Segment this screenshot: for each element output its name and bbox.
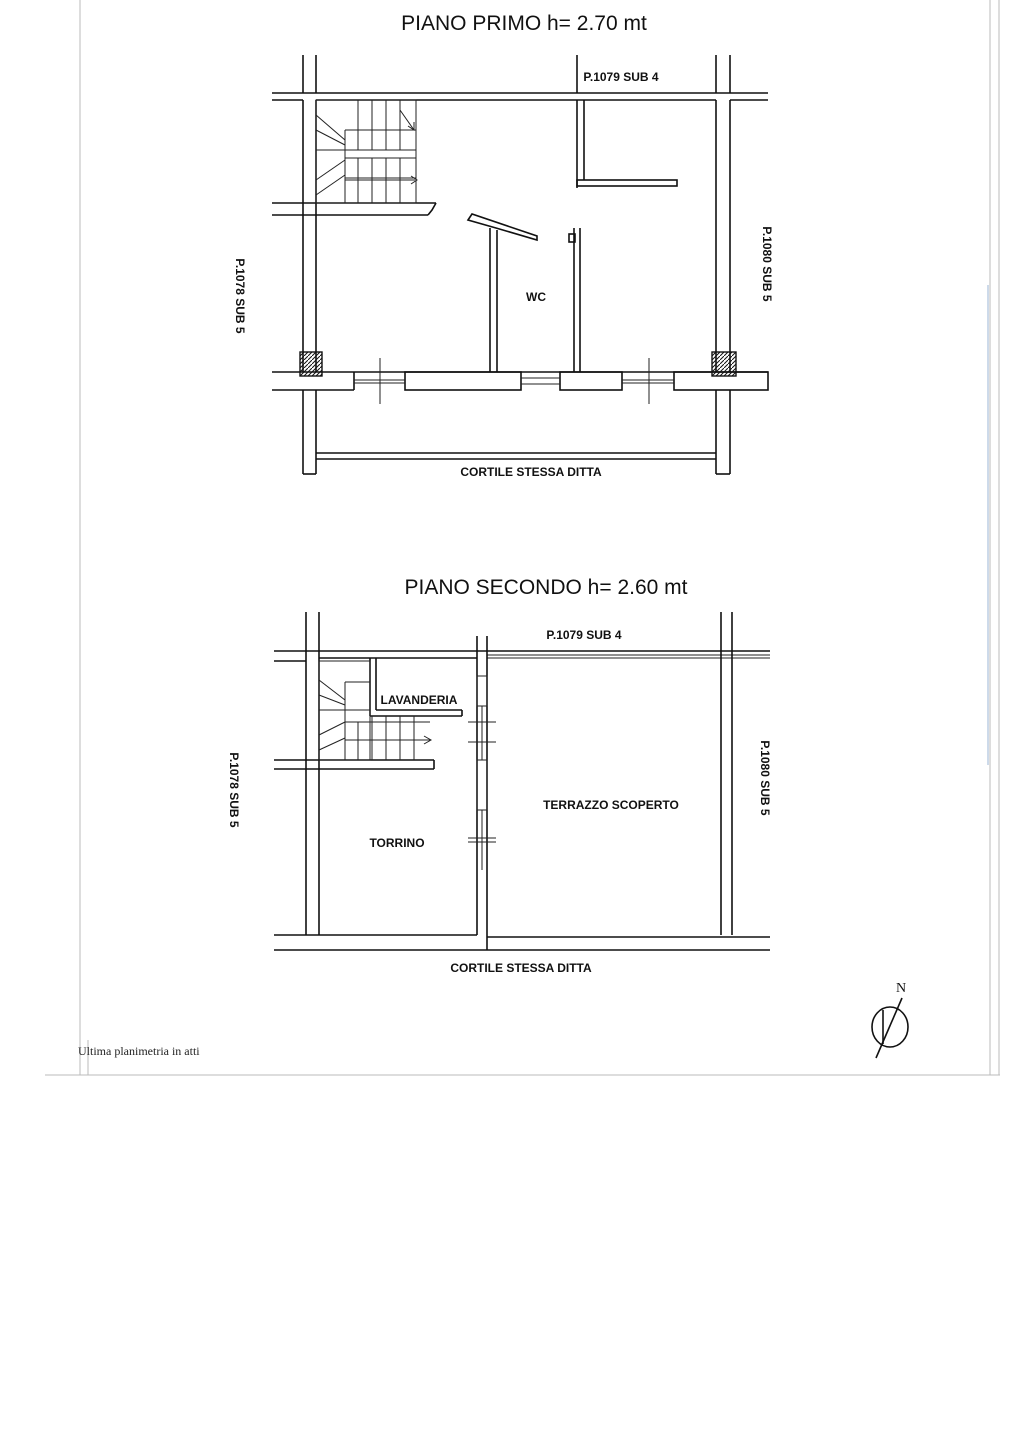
floor2-room-laundry: LAVANDERIA	[380, 693, 458, 707]
floor1-east-neighbor: P.1080 SUB 5	[760, 226, 774, 302]
floor1-title: PIANO PRIMO h= 2.70 mt	[401, 12, 647, 35]
floor2-title: PIANO SECONDO h= 2.60 mt	[404, 576, 688, 599]
floor2-north-neighbor: P.1079 SUB 4	[546, 628, 622, 642]
floor1-room-wc: WC	[526, 290, 546, 304]
floor1-walls	[272, 55, 768, 474]
floor1-staircase	[316, 100, 417, 203]
floor2-walls	[274, 612, 770, 950]
floor1-courtyard-label: CORTILE STESSA DITTA	[460, 465, 602, 479]
floor1-north-neighbor: P.1079 SUB 4	[583, 70, 659, 84]
floor2-west-neighbor: P.1078 SUB 5	[227, 752, 241, 828]
floor2-plan	[227, 576, 772, 975]
north-arrow-icon	[872, 981, 908, 1058]
floor2-room-terrace: TERRAZZO SCOPERTO	[543, 798, 679, 812]
floor1-west-neighbor: P.1078 SUB 5	[233, 258, 247, 334]
floor2-courtyard-label: CORTILE STESSA DITTA	[450, 961, 592, 975]
footer-note: Ultima planimetria in atti	[78, 1044, 200, 1058]
floor1-plan	[233, 12, 774, 479]
floor2-east-neighbor: P.1080 SUB 5	[758, 740, 772, 816]
sheet-frame	[45, 0, 1000, 1075]
north-letter: N	[895, 981, 907, 996]
floor2-room-tower: TORRINO	[369, 836, 425, 850]
